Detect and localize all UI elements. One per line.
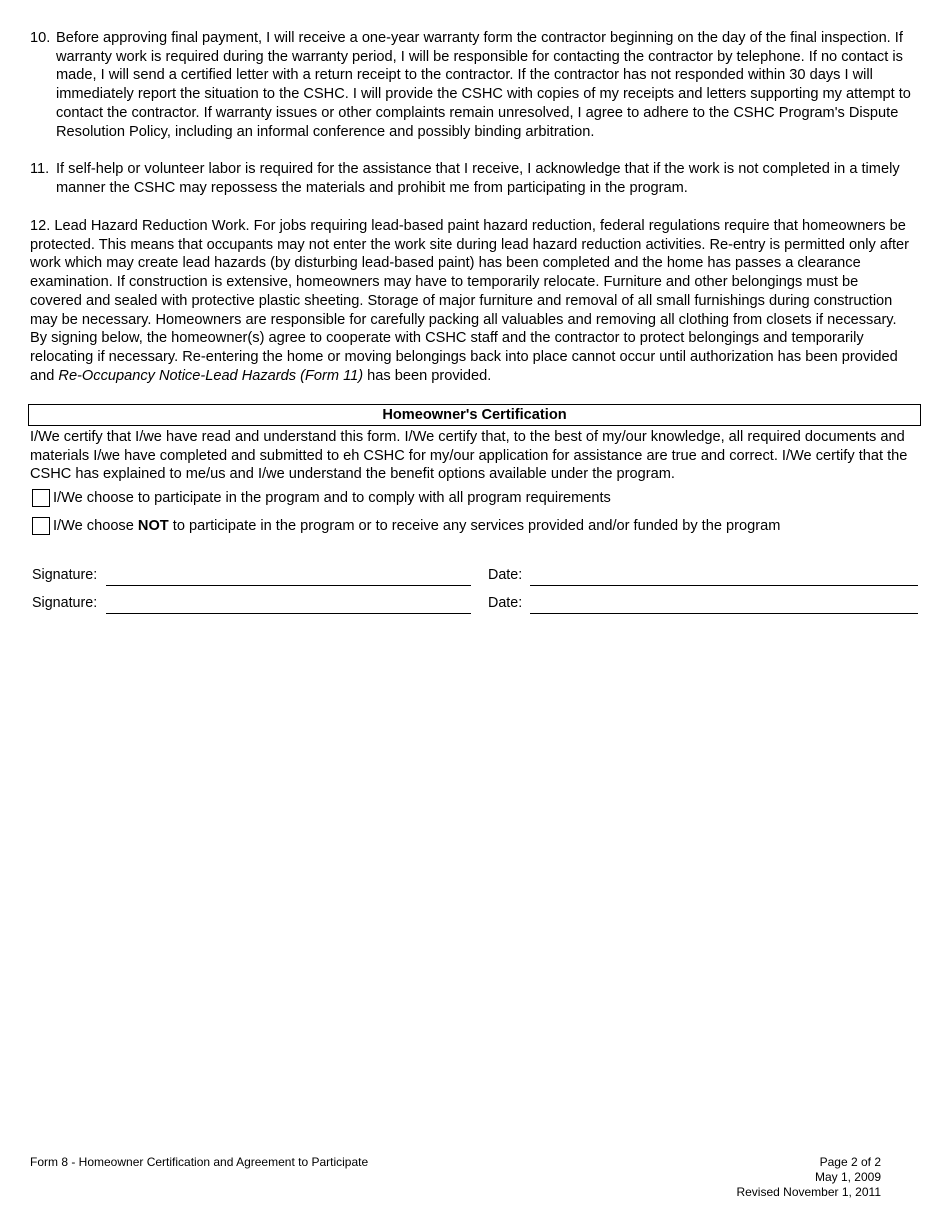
signature-label: Signature: (32, 595, 98, 611)
form-11-reference: Re-Occupancy Notice-Lead Hazards (Form 11) (58, 367, 364, 384)
form-date: May 1, 2009 (814, 1170, 881, 1184)
certification-text: I/We certify that I/we have read and understand this form. I/We certify that, to the best of my/our knowledge, all required documents and materials I/we have completed and submitted to eh CSHC for my/our application for assistance are true and correct. I/We certify that the CSHC has explained to me/us and I/we understand the benefit options available under the program. (30, 429, 908, 483)
date-field[interactable] (530, 613, 918, 614)
list-item-11 (30, 160, 912, 197)
signature-field[interactable] (106, 613, 471, 614)
item-number: 11. (30, 161, 50, 177)
decline-label-post: to participate in the program or to receive any services provided and/or funded by the program (168, 518, 781, 534)
signature-row (32, 566, 918, 588)
decline-label (53, 518, 780, 534)
participate-option[interactable] (32, 488, 611, 508)
signature-label: Signature: (32, 567, 98, 583)
decline-label-pre: I/We choose (53, 518, 138, 534)
revised-date: Revised November 1, 2011 (736, 1185, 881, 1199)
signature-field[interactable] (106, 585, 471, 586)
certification-header: Homeowner's Certification (28, 404, 921, 426)
item-number: 10. (30, 30, 51, 46)
participate-label: I/We choose to participate in the program and to comply with all program requirements (53, 490, 611, 506)
footer-form-title: Form 8 - Homeowner Certification and Agreement to Participate (30, 1155, 369, 1169)
decline-label-not: NOT (137, 518, 169, 534)
item-text: Before approving final payment, I will receive a one-year warranty form the contractor beginning on the day of the final inspection. If warranty work is required during the warranty period, I will be responsible for contacting the contractor by telephone. If no contact is made, I will send a certified letter with a return receipt to the contractor. If the contractor has not responded within 30 days I will immediately report the situation to the CSHC. I will provide the CSHC with copies of my receipts and letters supporting my attempt to contact the contractor. If warranty issues or other complaints remain unresolved, I agree to adhere to the CSHC Program's Dispute Resolution Policy, including an informal conference and possibly binding arbitration. (56, 30, 911, 140)
signature-row (32, 594, 918, 616)
item-text: If self-help or volunteer labor is required for the assistance that I receive, I acknowledge that if the work is not completed in a timely manner the CSHC may repossess the materials and prohibit me from participating in the program. (56, 161, 900, 196)
list-item-10 (30, 29, 912, 141)
decline-option[interactable] (32, 516, 780, 536)
lead-hazard-paragraph (30, 217, 912, 385)
page-number: Page 2 of 2 (819, 1155, 881, 1169)
lead-hazard-tail: has been provided. (363, 367, 492, 384)
decline-checkbox[interactable] (32, 517, 50, 535)
date-label: Date: (488, 595, 523, 611)
participate-checkbox[interactable] (32, 489, 50, 507)
date-field[interactable] (530, 585, 918, 586)
date-label: Date: (488, 567, 523, 583)
footer-page-info (736, 1155, 881, 1200)
lead-hazard-text: 12. Lead Hazard Reduction Work. For jobs requiring lead-based paint hazard reduction, federal regulations require that homeowners be protected. This means that occupants may not enter the work site during lead hazard reduction activities. Re-entry is permitted only after work which may create lead hazards (by disturbing lead-based paint) has been completed and the home has passes a clearance examination. If construction is extensive, homeowners may have to temporarily relocate. Furniture and other belongings must be covered and sealed with protective plastic sheeting. Storage of major furniture and removal of all small furnishings during construction may be necessary. Homeowners are responsible for carefully packing all valuables and removing all clothing from closets if necessary. By signing below, the homeowner(s) agree to cooperate with CSHC staff and the contractor to protect belongings and temporarily relocating if necessary. Re-entering the home or moving belongings back into place cannot occur until authorization has been provided and (30, 218, 910, 384)
